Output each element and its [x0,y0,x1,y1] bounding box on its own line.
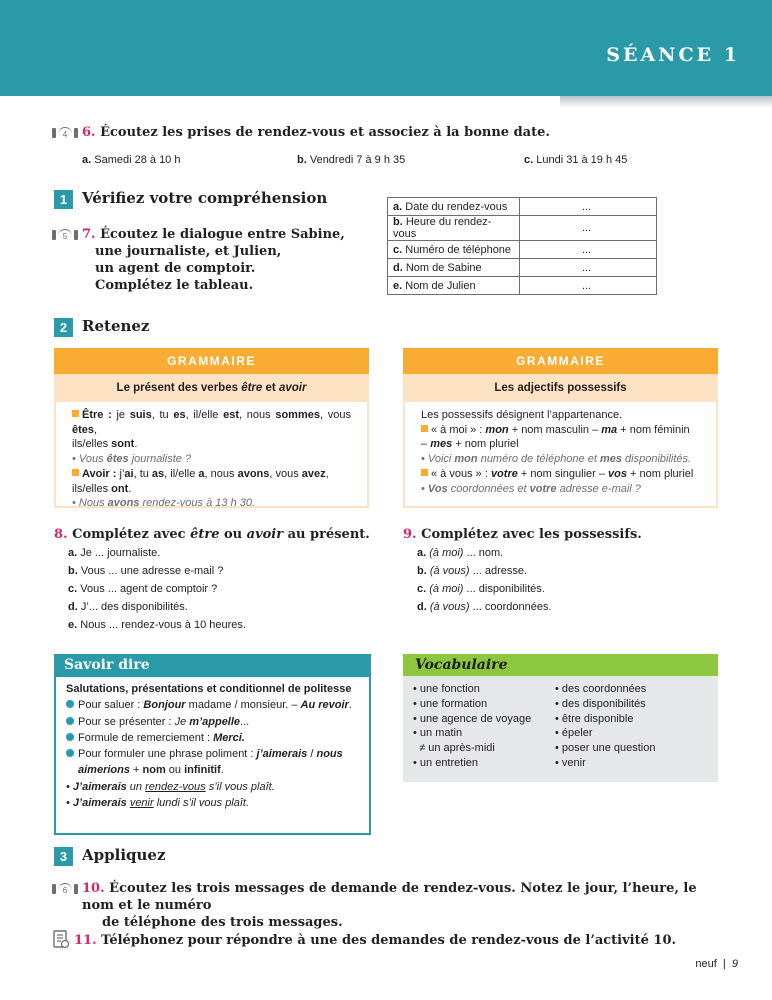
ex6-option-c: c. Lundi 31 à 19 h 45 [524,154,628,166]
list-item: c. Vous ... agent de comptoir ? [68,583,218,595]
vocabulaire-col-2 [555,682,655,771]
vocabulaire-col-1 [413,682,531,771]
section-3-title: Appliquez [82,846,166,864]
list-item: • épeler [555,727,593,740]
section-2-number: 2 [54,318,73,337]
list-item: a. (à moi) ... nom. [417,547,504,559]
section-1-title: Vérifiez votre compréhension [82,189,328,207]
header-shadow [560,96,772,108]
ex8-list [68,544,246,634]
savoir-dire-box [54,654,371,835]
page-title: SÉANCE 1 [606,44,740,66]
vocabulaire-body [403,676,718,782]
grammar-head: GRAMMAIRE [54,348,369,374]
vocabulaire-head: Vocabulaire [403,654,718,676]
grammar-subtitle: Le présent des verbes être et avoir [54,374,369,402]
ex9-instruction: 9. Complétez avec les possessifs. [403,527,642,542]
ex6-option-a: a. Samedi 28 à 10 h [82,154,181,166]
table-row: a. Date du rendez-vous ... [388,198,657,216]
list-item: d. J’... des disponibilités. [68,601,188,613]
comprehension-table [387,197,657,295]
ex7-instruction: 7. Écoutez le dialogue entre Sabine, une journaliste, et Julien, un agent de comptoir. Complétez le tableau. [82,227,345,293]
table-row: c. Numéro de téléphone ... [388,241,657,259]
headphones-icon: 6 [52,880,78,898]
list-item: • une fonction [413,683,480,695]
page-footer: neuf | 9 [695,958,738,970]
grammar-body: Les possessifs désignent l’appartenance. « à moi » : mon + nom masculin – ma + nom féminin – mes + nom pluriel • Voici mon numéro de téléphone et mes disponibilités. « à vous » : votre + nom singulier – vos + nom pluriel • Vos coordonnées et votre adresse e-mail ? [403,402,718,508]
grammar-body: Être : je suis, tu es, il/elle est, nous sommes, vous êtes, ils/elles sont. • Vous êtes journaliste ? Avoir : j’ai, tu as, il/elle a, nous avons, vous avez, ils/elles ont. • Nous avons rendez-vous à 13 h 30. [54,402,369,508]
ex6-option-b: b. Vendredi 7 à 9 h 35 [297,154,406,166]
list-item: ≠ un après-midi [413,742,495,755]
list-item: a. Je ... journaliste. [68,547,161,559]
grammar-box-possessifs [403,348,718,508]
list-item: • poser une question [555,742,656,755]
phone-activity-icon [52,929,70,949]
list-item: b. (à vous) ... adresse. [417,565,528,577]
list-item: b. Vous ... une adresse e-mail ? [68,565,224,577]
table-row: b. Heure du rendez-vous ... [388,216,657,241]
grammar-box-etre-avoir [54,348,369,508]
section-1-number: 1 [54,190,73,209]
list-item: c. (à moi) ... disponibilités. [417,583,545,595]
vocabulaire-box [403,654,718,782]
table-row: e. Nom de Julien ... [388,277,657,295]
headphones-icon: 4 [52,124,78,142]
grammar-subtitle: Les adjectifs possessifs [403,374,718,402]
list-item: d. (à vous) ... coordonnées. [417,601,552,613]
table-row: d. Nom de Sabine ... [388,259,657,277]
ex9-list [417,544,552,616]
ex8-instruction: 8. Complétez avec être ou avoir au présent. [54,527,370,542]
list-item: • un entretien [413,756,479,769]
ex11-instruction: 11. Téléphonez pour répondre à une des demandes de rendez-vous de l’activité 10. [74,933,677,948]
list-item: • être disponible [555,712,634,725]
list-item: • un matin [413,727,463,740]
ex10-instruction: 10. Écoutez les trois messages de demande de rendez-vous. Notez le jour, l’heure, le nom et le numéro de téléphone des trois messages. [82,881,697,930]
ex6-instruction: 6. Écoutez les prises de rendez-vous et associez à la bonne date. [82,125,550,140]
list-item: e. Nous ... rendez-vous à 10 heures. [68,619,246,631]
list-item: • des coordonnées [555,683,647,695]
list-item: • une formation [413,697,488,710]
savoir-dire-head: Savoir dire [54,654,371,677]
headphones-icon: 5 [52,226,78,244]
list-item: • venir [555,756,586,769]
section-3-number: 3 [54,847,73,866]
list-item: • des disponibilités [555,697,646,710]
list-item: • une agence de voyage [413,712,532,725]
grammar-head: GRAMMAIRE [403,348,718,374]
section-2-title: Retenez [82,317,150,335]
savoir-dire-body: Salutations, présentations et conditionnel de politesse Pour saluer : Bonjour madame / monsieur. – Au revoir. Pour se présenter : Je m’appelle... Formule de remerciement : Merci. Pour formuler une phrase poliment : j’aimerais / nous aimerions + nom ou infinitif. • J’aimerais un rendez-vous s’il vous plaît. • J’aimerais venir lundi s’il vous plaît. [54,677,371,835]
